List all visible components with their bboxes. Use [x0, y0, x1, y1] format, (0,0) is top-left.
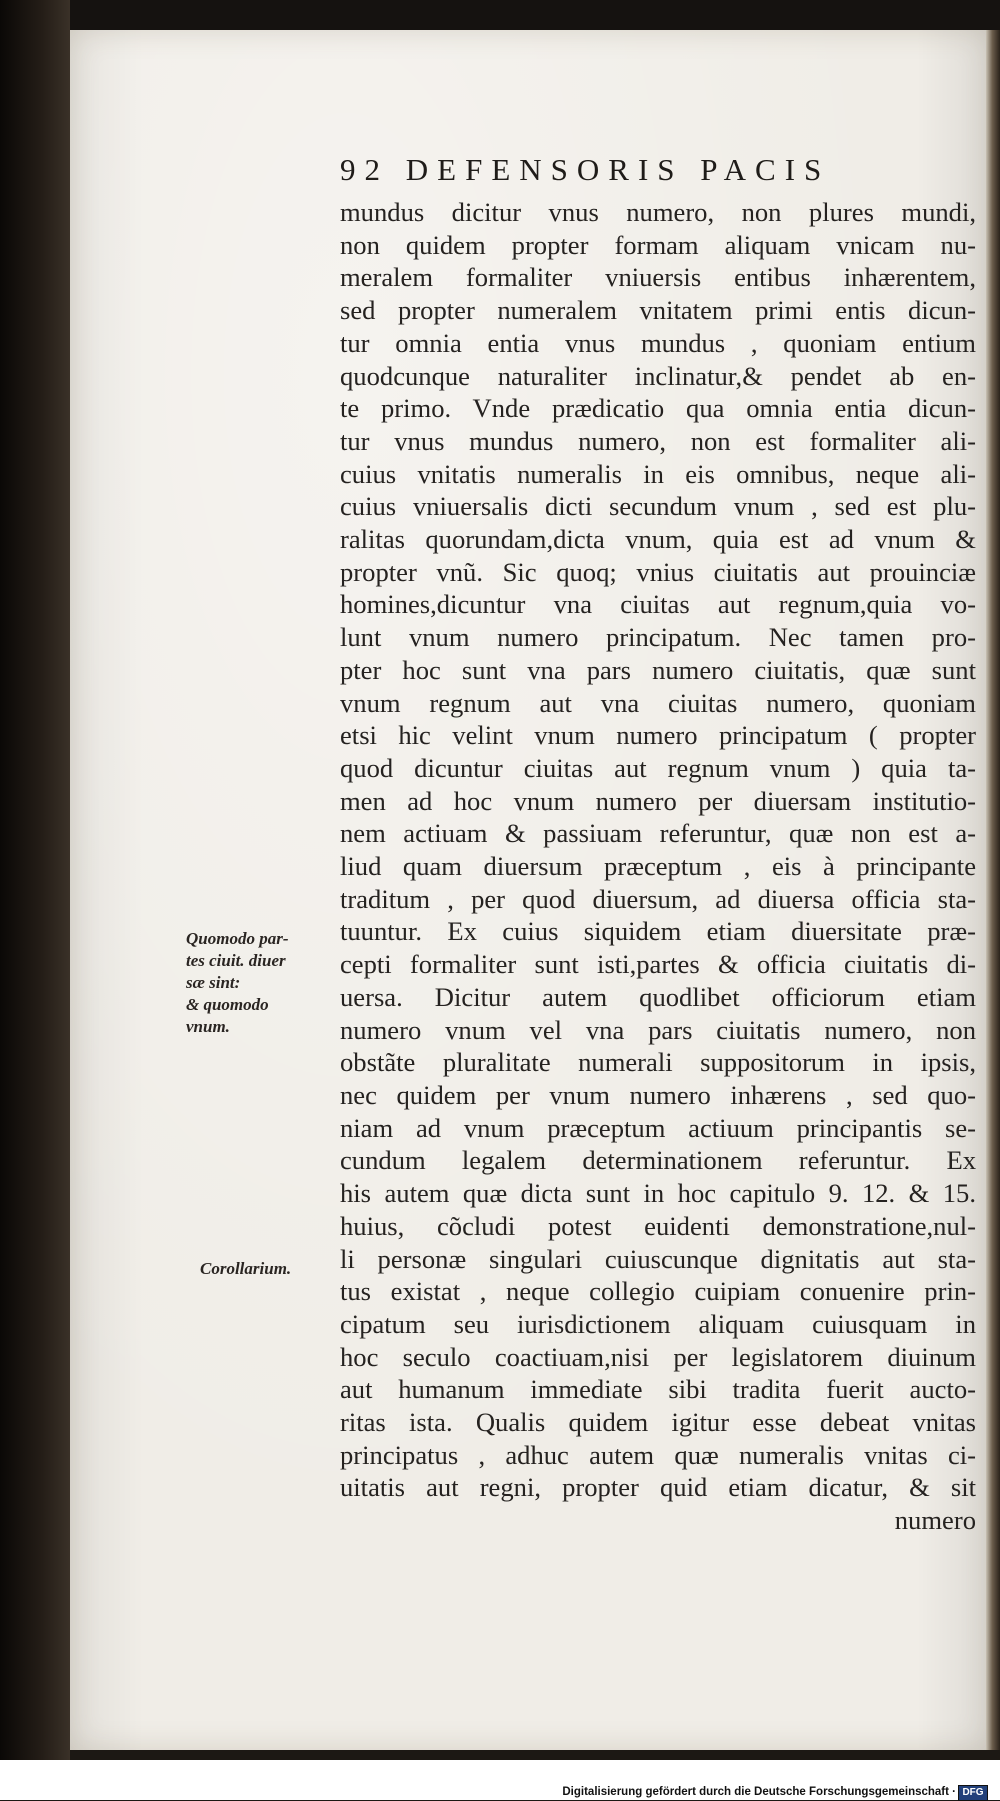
funding-credit: Digitalisierung gefördert durch die Deutsche Forschungsgemeinschaft ·: [562, 1786, 956, 1798]
text-line: huius, cõcludi potest euidenti demonstratione,nul-: [340, 1210, 976, 1241]
marginal-note-line: Corollarium.: [200, 1259, 292, 1278]
book-binding-edge: [0, 0, 70, 1760]
catchword: numero: [894, 1505, 976, 1536]
running-head: 92 DEFENSORIS PACIS: [340, 152, 831, 187]
text-line: propter vnũ. Sic quoq; vnius ciuitatis aut prouinciæ: [340, 556, 976, 587]
marginal-note-quomodo: [186, 928, 288, 1038]
text-line: te primo. Vnde prædicatio qua omnia entia dicun-: [340, 393, 976, 424]
text-line: homines,dicuntur vna ciuitas aut regnum,quia vo-: [340, 589, 976, 620]
text-line: uitatis aut regni, propter quid etiam dicatur, & sit: [340, 1472, 976, 1503]
text-line: nec quidem per vnum numero inhærens , sed quo-: [340, 1079, 976, 1110]
marginal-note-line: Quomodo par-: [186, 929, 289, 948]
marginal-note-line: vnum.: [186, 1017, 230, 1036]
text-line: cepti formaliter sunt isti,partes & officia ciuitatis di-: [340, 949, 976, 980]
text-line: cipatum seu iurisdictionem aliquam cuiusquam in: [340, 1308, 976, 1339]
text-line: pter hoc sunt vna pars numero ciuitatis, quæ sunt: [340, 654, 976, 685]
text-line: sed propter numeralem vnitatem primi entis dicun-: [340, 295, 976, 326]
text-line: tur omnia entia vnus mundus , quoniam entium: [340, 327, 976, 358]
text-line: ritas ista. Qualis quidem igitur esse debeat vnitas: [340, 1407, 976, 1438]
text-line: niam ad vnum præceptum actiuum principantis se-: [340, 1112, 976, 1143]
text-line: obstãte pluralitate numerali suppositorum in ipsis,: [340, 1047, 976, 1078]
text-line: principatus , adhuc autem quæ numeralis vnitas ci-: [340, 1439, 976, 1470]
text-line: meralem formaliter vniuersis entibus inhærentem,: [340, 262, 976, 293]
text-line: numero vnum vel vna pars ciuitatis numero, non: [340, 1014, 976, 1045]
text-line: traditum , per quod diuersum, ad diuersa officia sta-: [340, 883, 976, 914]
text-line: cuius vniuersalis dicti secundum vnum , sed est plu-: [340, 491, 976, 522]
dfg-logo: DFG: [958, 1785, 988, 1801]
marginal-note-line: tes ciuit. diuer: [186, 951, 286, 970]
text-line: etsi hic velint vnum numero principatum ( propter: [340, 720, 976, 751]
text-line: non quidem propter formam aliquam vnicam nu-: [340, 229, 976, 260]
text-line: quod dicuntur ciuitas aut regnum vnum ) quia ta-: [340, 752, 976, 783]
text-line: vnum regnum aut vna ciuitas numero, quoniam: [340, 687, 976, 718]
marginal-note-line: sæ sint:: [186, 973, 241, 992]
text-line: liud quam diuersum præceptum , eis à principante: [340, 851, 976, 882]
text-line: hoc seculo coactiuam,nisi per legislatorem diuinum: [340, 1341, 976, 1372]
text-line: nem actiuam & passiuam referuntur, quæ non est a-: [340, 818, 976, 849]
text-line: his autem quæ dicta sunt in hoc capitulo 9. 12. & 15.: [340, 1178, 976, 1209]
text-line: cuius vnitatis numeralis in eis omnibus, neque ali-: [340, 458, 976, 489]
text-line: quodcunque naturaliter inclinatur,& pendet ab en-: [340, 360, 976, 391]
text-line: li personæ singulari cuiuscunque dignitatis aut sta-: [340, 1243, 976, 1274]
text-line: mundus dicitur vnus numero, non plures mundi,: [340, 197, 976, 227]
text-line: tus existat , neque collegio cuipiam conuenire prin-: [340, 1276, 976, 1307]
text-line: tuuntur. Ex cuius siquidem etiam diuersitate præ-: [340, 916, 976, 947]
text-line: tur vnus mundus numero, non est formaliter ali-: [340, 425, 976, 456]
marginal-note-line: & quomodo: [186, 995, 269, 1014]
text-line: aut humanum immediate sibi tradita fuerit aucto-: [340, 1374, 976, 1405]
text-line: lunt vnum numero principatum. Nec tamen pro-: [340, 622, 976, 653]
text-line: cundum legalem determinationem referuntur. Ex: [340, 1145, 976, 1176]
scan-top-band: [0, 0, 1000, 30]
text-line: men ad hoc vnum numero per diuersam institutio-: [340, 785, 976, 816]
page-stack-edge: [986, 30, 1000, 1750]
body-text: [340, 196, 976, 1537]
text-line: uersa. Dicitur autem quodlibet officiorum etiam: [340, 981, 976, 1012]
marginal-note-corollarium: [200, 1258, 291, 1280]
text-line: ralitas quorundam,dicta vnum, quia est ad vnum &: [340, 524, 976, 555]
